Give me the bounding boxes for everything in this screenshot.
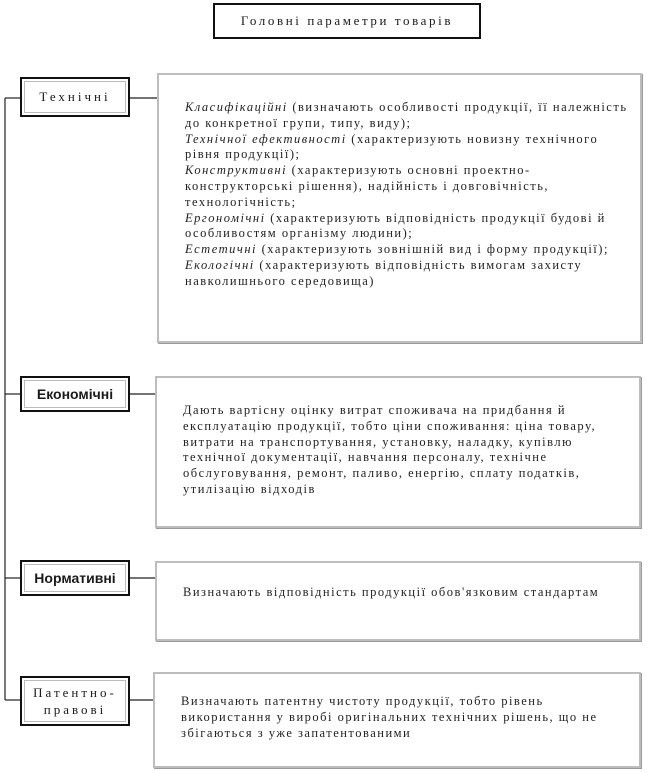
economic-description: [155, 376, 641, 528]
patent-legal-text: Визначають патентну чистоту продукції, тобто рівень використання у виробі оригінальних технічних рішень, що не збігаються з уже запатентованими: [181, 694, 598, 740]
category-economic: [20, 376, 130, 412]
category-economic-label: Економічні: [36, 386, 114, 402]
technical-item: Естетичні (характеризують зовнішній вид і форму продукції);: [185, 242, 609, 257]
category-technical-label: Технічні: [39, 89, 111, 104]
technical-item: Технічної ефективності (характеризують новизну технічного рівня продукції);: [185, 131, 599, 162]
economic-text: Дають вартісну оцінку витрат споживача на придбання й експлуатацію продукції, тобто ціни споживання: ціна товару, витрати на транспортування, установку, наладку, купівлю технічної документації, навчання персоналу, технічне обслуговування, ремонт, паливо, енергію, сплату податків, утилізацію відходів: [183, 403, 597, 496]
category-patent-legal: [20, 676, 130, 726]
technical-item: Ергономічні (характеризують відповідність продукції будові й особливостям організму людини);: [185, 210, 606, 241]
diagram-title: Головні параметри товарів: [213, 3, 481, 39]
patent-legal-description: [153, 672, 641, 768]
technical-item: Екологічні (характеризують відповідність вимогам захисту навколишнього середовища): [185, 257, 583, 288]
normative-text: Визначають відповідність продукції обов'язковим стандартам: [183, 585, 600, 599]
category-normative: [20, 560, 130, 596]
normative-description: [155, 561, 641, 641]
technical-item: Конструктивні (характеризують основні проектно-конструкторські рішення), надійність і довговічність, технологічність;: [185, 163, 550, 209]
technical-description: [157, 73, 642, 343]
category-patent-legal-label: Патентно-правові: [33, 685, 117, 717]
technical-item: Класифікаційні (визначають особливості продукції, її належність до конкретної групи, типу, виду);: [185, 100, 628, 130]
category-technical: [20, 77, 130, 117]
category-normative-label: Нормативні: [34, 570, 116, 586]
